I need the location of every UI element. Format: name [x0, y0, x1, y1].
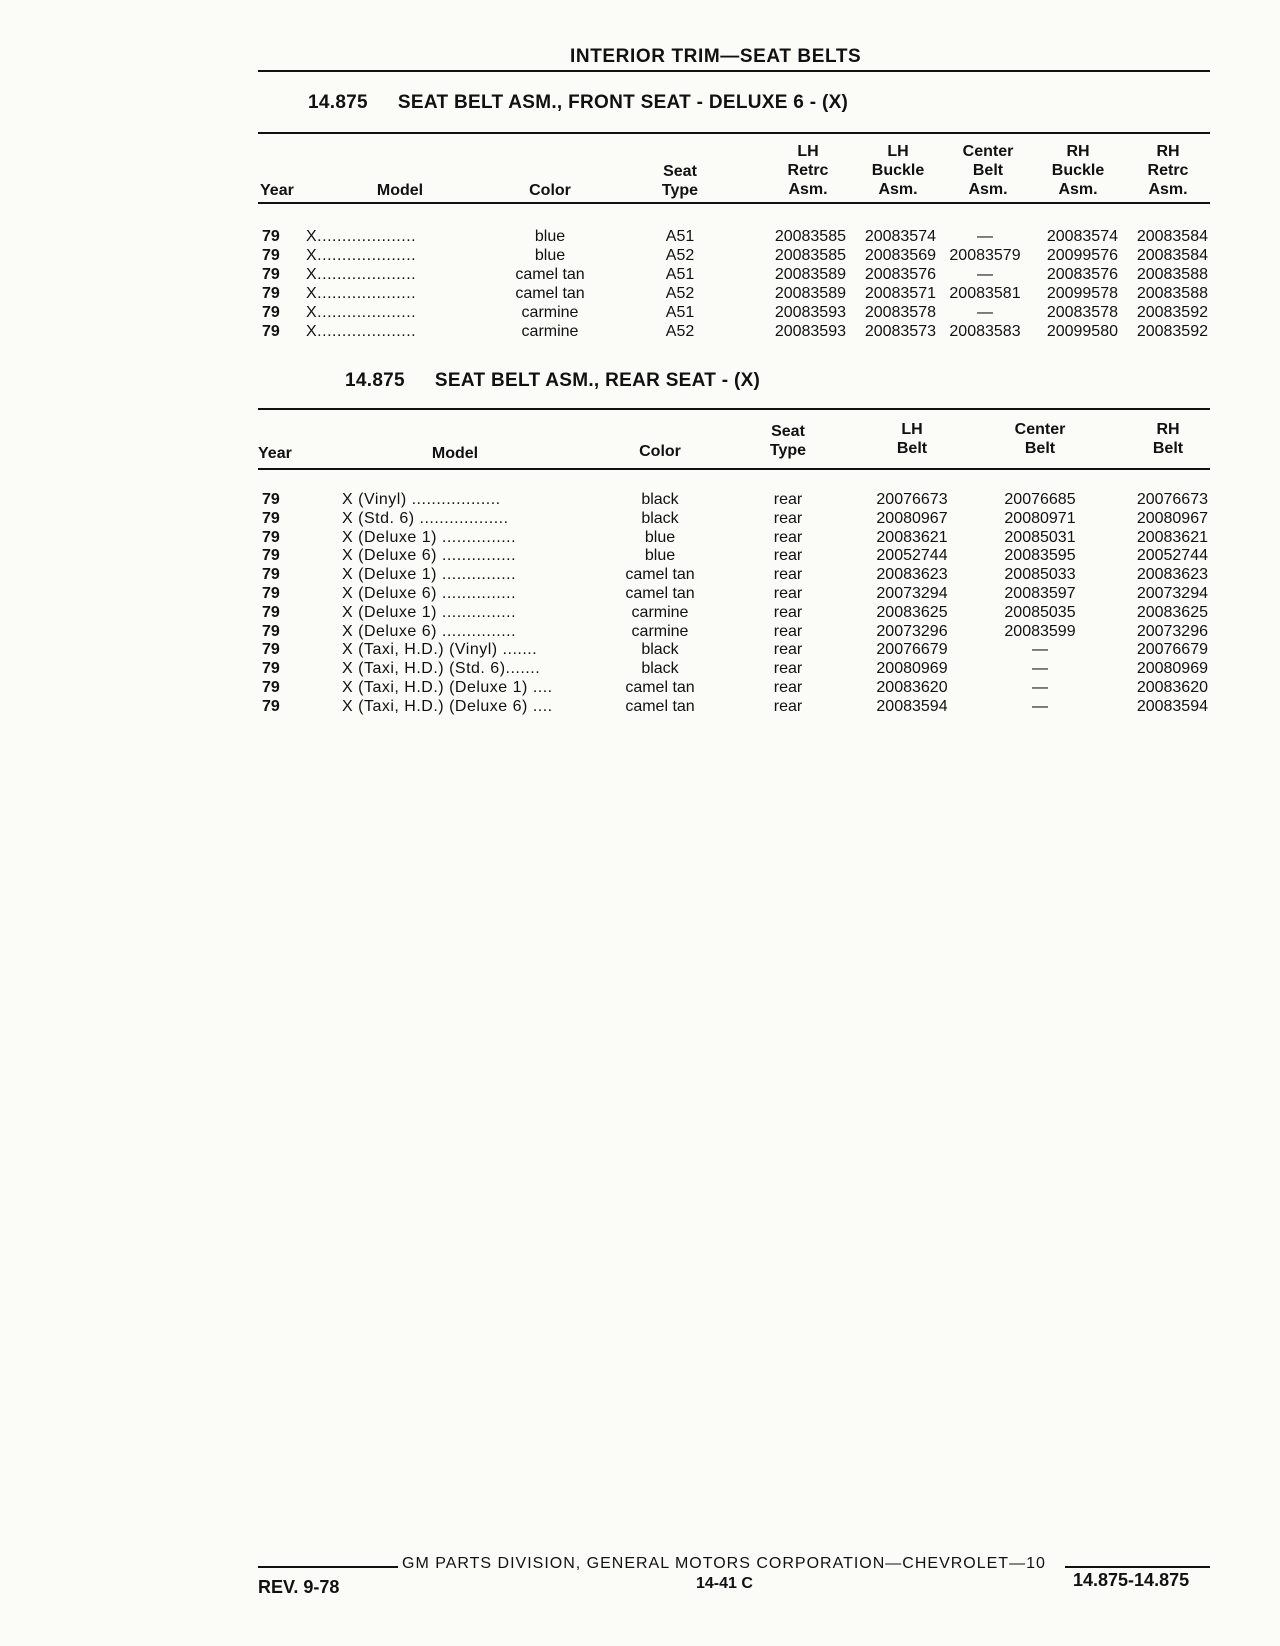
cell-rh-belt: 20083623 — [1136, 566, 1208, 584]
cell-center-belt: — — [977, 228, 993, 245]
cell-lh-buckle: 20083574 — [864, 228, 936, 245]
front-header-top-rule — [258, 132, 1210, 134]
cell-model: X.................... — [306, 266, 417, 283]
cell-lh-buckle: 20083576 — [864, 266, 936, 283]
cell-rh-retrc: 20083588 — [1136, 285, 1208, 302]
cell-seat-type: rear — [773, 585, 803, 602]
cell-seat-type: A52 — [665, 323, 695, 340]
cell-year: 79 — [262, 247, 280, 264]
cell-center-belt: 20083579 — [949, 247, 1021, 264]
cell-color: carmine — [631, 622, 689, 640]
cell-center-belt: — — [977, 266, 993, 283]
front-hdr-seat-type: Seat Type — [661, 163, 699, 199]
cell-center-belt: — — [1032, 679, 1048, 696]
cell-seat-type: A51 — [665, 228, 695, 245]
footer-rule-right — [1065, 1566, 1210, 1568]
rear-hdr-seat-type: Seat Type — [769, 423, 807, 459]
cell-model: X (Taxi, H.D.) (Vinyl) ....... — [342, 641, 538, 659]
cell-color: carmine — [521, 304, 579, 321]
cell-seat-type: rear — [773, 603, 803, 621]
front-section-title — [308, 92, 848, 114]
cell-color: blue — [644, 528, 676, 546]
cell-color: camel tan — [625, 585, 695, 602]
cell-center-belt: 20083583 — [949, 323, 1021, 340]
cell-lh-buckle: 20083571 — [864, 285, 936, 302]
cell-rh-belt: 20073296 — [1136, 622, 1208, 640]
footer-rule-left — [258, 1566, 398, 1568]
cell-year: 79 — [262, 285, 280, 302]
cell-lh-belt: 20073296 — [876, 622, 948, 640]
cell-rh-belt: 20080969 — [1136, 660, 1208, 678]
rear-hdr-year: Year — [258, 445, 292, 462]
cell-year: 79 — [262, 566, 280, 584]
rear-hdr-center-belt: Center Belt — [1014, 421, 1066, 457]
rear-section-title — [345, 370, 760, 392]
cell-rh-buckle: 20099578 — [1046, 285, 1118, 302]
footer-company: GM PARTS DIVISION, GENERAL MOTORS CORPORATION—CHEVROLET—10 — [402, 1555, 1046, 1572]
cell-seat-type: A51 — [665, 266, 695, 283]
cell-seat-type: rear — [773, 491, 803, 508]
cell-lh-buckle: 20083573 — [864, 323, 936, 340]
cell-color: blue — [534, 228, 566, 245]
cell-seat-type: rear — [773, 622, 803, 640]
cell-seat-type: A52 — [665, 247, 695, 264]
cell-color: camel tan — [625, 697, 695, 715]
cell-center-belt: — — [1032, 697, 1048, 715]
cell-rh-retrc: 20083592 — [1136, 323, 1208, 340]
cell-lh-belt: 20083623 — [876, 566, 948, 584]
cell-color: camel tan — [625, 566, 695, 584]
cell-color: camel tan — [625, 679, 695, 696]
cell-rh-retrc: 20083588 — [1136, 266, 1208, 283]
cell-model: X.................... — [306, 323, 417, 340]
cell-lh-belt: 20083621 — [876, 528, 948, 546]
cell-rh-retrc: 20083584 — [1136, 228, 1208, 245]
front-hdr-lh-retrc: LH Retrc Asm. — [787, 143, 829, 198]
cell-model: X.................... — [306, 285, 417, 302]
cell-year: 79 — [262, 641, 280, 659]
cell-rh-belt: 20083621 — [1136, 528, 1208, 546]
cell-rh-buckle: 20099580 — [1046, 323, 1118, 340]
front-hdr-lh-buckle: LH Buckle Asm. — [871, 143, 925, 198]
cell-rh-belt: 20083625 — [1136, 603, 1208, 621]
cell-lh-retrc: 20083585 — [774, 247, 846, 264]
cell-rh-buckle: 20083578 — [1046, 304, 1118, 321]
title-rule — [258, 70, 1210, 72]
cell-color: carmine — [631, 603, 689, 621]
rear-hdr-color: Color — [639, 443, 681, 460]
rear-section-heading: SEAT BELT ASM., REAR SEAT - (X) — [434, 370, 761, 391]
cell-center-belt: 20083597 — [1004, 585, 1076, 602]
cell-model: X (Deluxe 6) ............... — [342, 547, 517, 565]
cell-lh-belt: 20083620 — [876, 679, 948, 696]
front-hdr-model: Model — [376, 182, 424, 199]
cell-lh-belt: 20083625 — [876, 603, 948, 621]
cell-seat-type: rear — [773, 697, 803, 715]
cell-color: black — [641, 509, 679, 527]
cell-center-belt: — — [977, 304, 993, 321]
cell-center-belt: 20083581 — [949, 285, 1021, 302]
cell-seat-type: rear — [773, 679, 803, 696]
cell-color: black — [641, 491, 679, 508]
cell-rh-belt: 20052744 — [1136, 547, 1208, 565]
cell-year: 79 — [262, 585, 280, 602]
cell-seat-type: rear — [773, 660, 803, 678]
cell-model: X (Std. 6) .................. — [342, 509, 509, 527]
cell-color: black — [641, 660, 679, 678]
cell-lh-buckle: 20083578 — [864, 304, 936, 321]
cell-rh-retrc: 20083584 — [1136, 247, 1208, 264]
cell-center-belt: 20085033 — [1004, 566, 1076, 584]
cell-model: X.................... — [306, 304, 417, 321]
cell-year: 79 — [262, 528, 280, 546]
cell-year: 79 — [262, 603, 280, 621]
cell-year: 79 — [262, 228, 280, 245]
cell-seat-type: rear — [773, 566, 803, 584]
cell-center-belt: 20080971 — [1004, 509, 1076, 527]
cell-year: 79 — [262, 304, 280, 321]
cell-model: X (Deluxe 1) ............... — [342, 566, 517, 584]
cell-center-belt: — — [1032, 660, 1048, 678]
cell-rh-belt: 20076679 — [1136, 641, 1208, 659]
cell-rh-belt: 20076673 — [1136, 491, 1208, 508]
cell-model: X.................... — [306, 228, 417, 245]
cell-model: X (Deluxe 6) ............... — [342, 585, 517, 602]
cell-center-belt: 20085035 — [1004, 603, 1076, 621]
cell-year: 79 — [262, 509, 280, 527]
cell-year: 79 — [262, 547, 280, 565]
cell-lh-belt: 20076679 — [876, 641, 948, 659]
cell-lh-retrc: 20083593 — [774, 304, 846, 321]
cell-year: 79 — [262, 622, 280, 640]
cell-center-belt: 20083599 — [1004, 622, 1076, 640]
cell-year: 79 — [262, 323, 280, 340]
cell-color: carmine — [521, 323, 579, 340]
cell-color: camel tan — [515, 285, 585, 302]
cell-model: X.................... — [306, 247, 417, 264]
cell-model: X (Deluxe 1) ............... — [342, 603, 517, 621]
cell-year: 79 — [262, 491, 280, 508]
cell-seat-type: rear — [773, 528, 803, 546]
cell-seat-type: rear — [773, 641, 803, 659]
front-section-number: 14.875 — [308, 92, 368, 113]
cell-lh-retrc: 20083589 — [774, 266, 846, 283]
rear-section-number: 14.875 — [345, 370, 405, 391]
front-hdr-rh-retrc: RH Retrc Asm. — [1147, 143, 1189, 198]
cell-rh-belt: 20083594 — [1136, 697, 1208, 715]
rear-hdr-lh-belt: LH Belt — [896, 421, 928, 457]
cell-lh-belt: 20076673 — [876, 491, 948, 508]
cell-model: X (Deluxe 1) ............... — [342, 528, 517, 546]
cell-year: 79 — [262, 266, 280, 283]
front-header-bottom-rule — [258, 202, 1210, 204]
cell-seat-type: A52 — [665, 285, 695, 302]
front-hdr-color: Color — [529, 182, 571, 199]
cell-color: camel tan — [515, 266, 585, 283]
footer-section-range: 14.875-14.875 — [1073, 1570, 1190, 1590]
cell-color: black — [641, 641, 679, 659]
cell-lh-retrc: 20083589 — [774, 285, 846, 302]
cell-color: blue — [644, 547, 676, 565]
footer-revision: REV. 9-78 — [258, 1577, 340, 1597]
cell-model: X (Taxi, H.D.) (Deluxe 1) .... — [342, 679, 553, 696]
cell-model: X (Taxi, H.D.) (Std. 6)....... — [342, 660, 541, 678]
footer-page-number: 14-41 C — [696, 1575, 753, 1592]
front-hdr-rh-buckle: RH Buckle Asm. — [1051, 143, 1105, 198]
cell-year: 79 — [262, 679, 280, 696]
rear-header-bottom-rule — [258, 468, 1210, 470]
cell-lh-belt: 20080967 — [876, 509, 948, 527]
cell-year: 79 — [262, 697, 280, 715]
cell-center-belt: — — [1032, 641, 1048, 659]
cell-color: blue — [534, 247, 566, 264]
cell-model: X (Deluxe 6) ............... — [342, 622, 517, 640]
cell-year: 79 — [262, 660, 280, 678]
cell-lh-buckle: 20083569 — [864, 247, 936, 264]
cell-rh-retrc: 20083592 — [1136, 304, 1208, 321]
cell-lh-retrc: 20083593 — [774, 323, 846, 340]
cell-center-belt: 20083595 — [1004, 547, 1076, 565]
cell-lh-retrc: 20083585 — [774, 228, 846, 245]
front-hdr-center-belt: Center Belt Asm. — [962, 143, 1014, 198]
rear-hdr-model: Model — [431, 445, 479, 462]
cell-lh-belt: 20080969 — [876, 660, 948, 678]
cell-rh-buckle: 20099576 — [1046, 247, 1118, 264]
cell-lh-belt: 20052744 — [876, 547, 948, 565]
page-title: INTERIOR TRIM—SEAT BELTS — [570, 46, 862, 67]
rear-hdr-rh-belt: RH Belt — [1152, 421, 1184, 457]
cell-seat-type: A51 — [665, 304, 695, 321]
cell-rh-belt: 20083620 — [1136, 679, 1208, 696]
cell-center-belt: 20085031 — [1004, 528, 1076, 546]
cell-rh-buckle: 20083574 — [1046, 228, 1118, 245]
cell-seat-type: rear — [773, 509, 803, 527]
front-hdr-year: Year — [260, 182, 294, 199]
cell-center-belt: 20076685 — [1004, 491, 1076, 508]
rear-header-top-rule — [258, 408, 1210, 410]
cell-lh-belt: 20073294 — [876, 585, 948, 602]
cell-model: X (Taxi, H.D.) (Deluxe 6) .... — [342, 697, 553, 715]
cell-rh-belt: 20073294 — [1136, 585, 1208, 602]
cell-rh-buckle: 20083576 — [1046, 266, 1118, 283]
front-section-heading: SEAT BELT ASM., FRONT SEAT - DELUXE 6 - (X) — [397, 92, 849, 113]
cell-rh-belt: 20080967 — [1136, 509, 1208, 527]
cell-seat-type: rear — [773, 547, 803, 565]
cell-model: X (Vinyl) .................. — [342, 491, 501, 508]
cell-lh-belt: 20083594 — [876, 697, 948, 715]
